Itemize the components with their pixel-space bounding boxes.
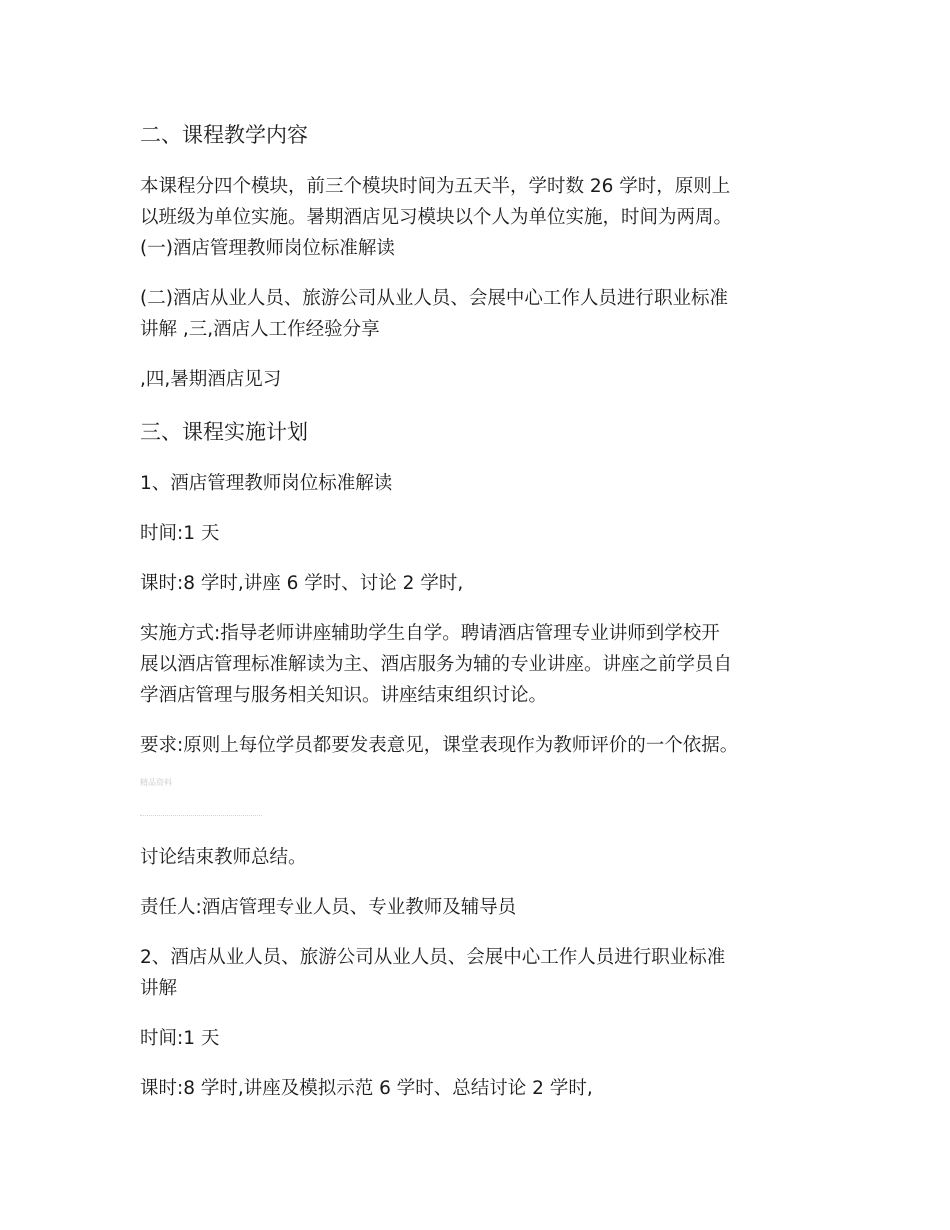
page-break-divider xyxy=(140,815,262,816)
paragraph-line: ,四,暑期酒店见习 xyxy=(140,369,282,390)
item-1-summary: 讨论结束教师总结。 xyxy=(140,847,307,868)
section-3-heading: 三、课程实施计划 xyxy=(140,420,308,444)
item-1-title: 1、酒店管理教师岗位标准解读 xyxy=(140,473,393,494)
item-2-hours: 课时:8 学时,讲座及模拟示范 6 学时、总结讨论 2 学时, xyxy=(140,1078,593,1099)
paragraph-line: 本课程分四个模块，前三个模块时间为五天半，学时数 26 学时，原则上 xyxy=(140,176,731,197)
item-1-hours: 课时:8 学时,讲座 6 学时、讨论 2 学时, xyxy=(140,573,464,594)
paragraph-line: 实施方式:指导老师讲座辅助学生自学。聘请酒店管理专业讲师到学校开 xyxy=(140,623,720,644)
paragraph-line: 学酒店管理与服务相关知识。讲座结束组织讨论。 xyxy=(140,685,548,706)
item-1-time: 时间:1 天 xyxy=(140,523,220,544)
item-1-responsible: 责任人:酒店管理专业人员、专业教师及辅导员 xyxy=(140,897,517,918)
paragraph-line: (二)酒店从业人员、旅游公司从业人员、会展中心工作人员进行职业标准 xyxy=(140,288,728,309)
item-2-title: 2、酒店从业人员、旅游公司从业人员、会展中心工作人员进行职业标准 xyxy=(140,947,726,968)
section-2-heading: 二、课程教学内容 xyxy=(140,123,308,147)
paragraph-line: 以班级为单位实施。暑期酒店见习模块以个人为单位实施，时间为两周。 xyxy=(140,207,733,228)
item-1-requirement: 要求:原则上每位学员都要发表意见，课堂表现作为教师评价的一个依据。 xyxy=(140,735,739,756)
paragraph-line: (一)酒店管理教师岗位标准解读 xyxy=(140,238,395,259)
paragraph-line: 讲解 ,三,酒店人工作经验分享 xyxy=(140,319,380,340)
item-2-time: 时间:1 天 xyxy=(140,1028,220,1049)
item-2-title: 讲解 xyxy=(140,978,178,999)
paragraph-line: 展以酒店管理标准解读为主、酒店服务为辅的专业讲座。讲座之前学员自 xyxy=(140,654,733,675)
watermark-text: 精品资料 xyxy=(140,778,172,787)
